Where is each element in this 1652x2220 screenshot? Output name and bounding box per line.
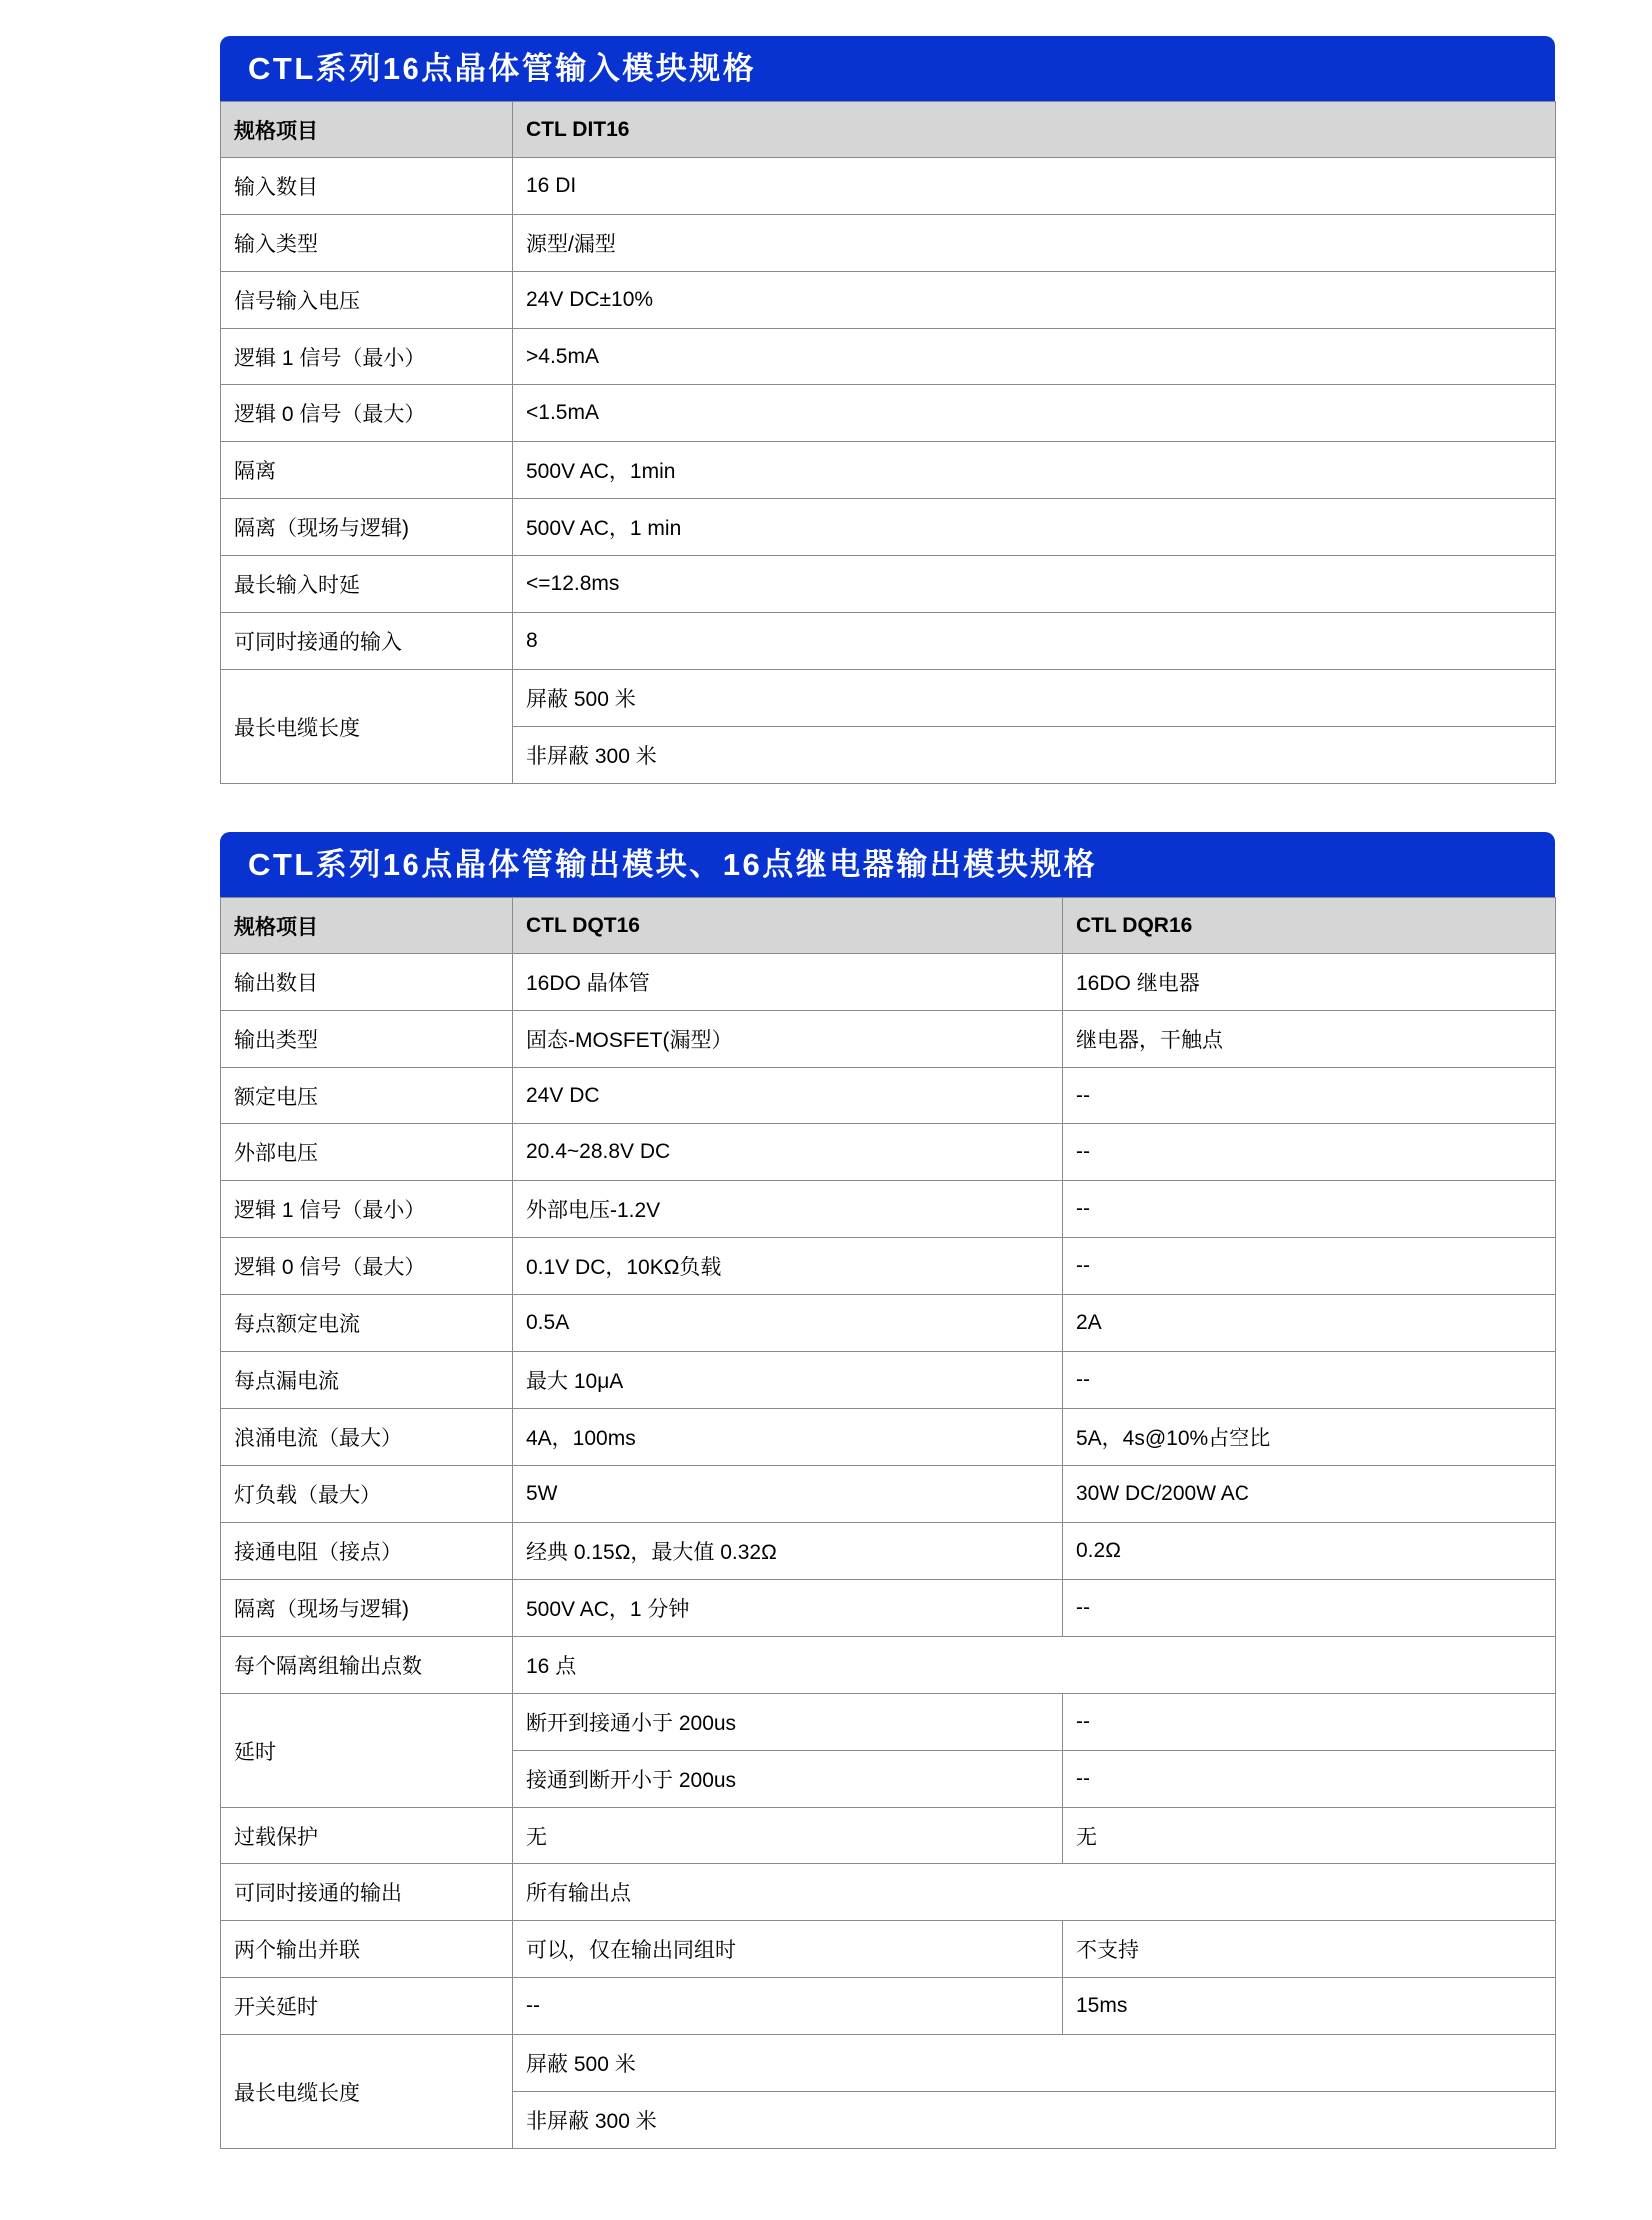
spec-value-dqr16: 30W DC/200W AC <box>1063 1466 1556 1523</box>
spec-label: 逻辑 1 信号（最小） <box>221 329 513 385</box>
spec-row <box>221 1124 1556 1181</box>
spec-label: 每点漏电流 <box>221 1352 513 1409</box>
output-module-spec-table <box>220 897 1556 2149</box>
spec-value-dqt16: 5W <box>513 1466 1063 1523</box>
column-header-model: CTL DIT16 <box>513 102 1556 158</box>
spec-value-dqr16: -- <box>1063 1181 1556 1238</box>
spec-value-dqt16: 24V DC <box>513 1068 1063 1124</box>
spec-row <box>221 1295 1556 1352</box>
spec-label: 过载保护 <box>221 1808 513 1864</box>
spec-value-dqt16: 20.4~28.8V DC <box>513 1124 1063 1181</box>
spec-row <box>221 1352 1556 1409</box>
spec-value: 8 <box>513 613 1556 670</box>
spec-value: <1.5mA <box>513 385 1556 442</box>
spec-value-dqr16: 2A <box>1063 1295 1556 1352</box>
column-header-spec-item: 规格项目 <box>221 102 513 158</box>
spec-row <box>221 1978 1556 2035</box>
spec-label: 输入类型 <box>221 215 513 272</box>
spec-value: <=12.8ms <box>513 556 1556 613</box>
spec-value-dqt16: 无 <box>513 1808 1063 1864</box>
spec-value-dqr16: 无 <box>1063 1808 1556 1864</box>
spec-value: 所有输出点 <box>513 1864 1556 1921</box>
spec-value: 非屏蔽 300 米 <box>513 2092 1556 2149</box>
input-module-title-bar: CTL系列16点晶体管输入模块规格 <box>220 36 1555 101</box>
spec-row <box>221 1181 1556 1238</box>
spec-row <box>221 1409 1556 1466</box>
spec-value-dqt16: 500V AC，1 分钟 <box>513 1580 1063 1637</box>
spec-value-dqr16: -- <box>1063 1694 1556 1751</box>
spec-value-dqr16: 0.2Ω <box>1063 1523 1556 1580</box>
output-module-spec-section <box>220 832 1555 2149</box>
spec-label: 最长输入时延 <box>221 556 513 613</box>
spec-label: 延时 <box>221 1694 513 1808</box>
input-module-spec-section <box>220 36 1555 784</box>
spec-value: 源型/漏型 <box>513 215 1556 272</box>
column-header-model-dqr16: CTL DQR16 <box>1063 898 1556 954</box>
spec-value-dqt16: 接通到断开小于 200us <box>513 1751 1063 1808</box>
spec-row <box>221 1068 1556 1124</box>
spec-label: 外部电压 <box>221 1124 513 1181</box>
spec-label: 最长电缆长度 <box>221 2035 513 2149</box>
spec-label: 每个隔离组输出点数 <box>221 1637 513 1694</box>
spec-sheet-page <box>0 36 1652 2220</box>
spec-value-dqt16: 固态-MOSFET(漏型） <box>513 1011 1063 1068</box>
spec-label: 最长电缆长度 <box>221 670 513 784</box>
spec-value: 屏蔽 500 米 <box>513 670 1556 727</box>
spec-value-dqr16: -- <box>1063 1352 1556 1409</box>
spec-row <box>221 556 1556 613</box>
spec-row <box>221 442 1556 499</box>
spec-label: 浪涌电流（最大） <box>221 1409 513 1466</box>
spec-row-cable-shielded <box>221 2035 1556 2092</box>
spec-label: 隔离（现场与逻辑) <box>221 1580 513 1637</box>
spec-row <box>221 1011 1556 1068</box>
spec-row <box>221 1466 1556 1523</box>
spec-row-isolation-group <box>221 1637 1556 1694</box>
spec-label: 输出数目 <box>221 954 513 1011</box>
spec-value-dqt16: 外部电压-1.2V <box>513 1181 1063 1238</box>
spec-value: 16 点 <box>513 1637 1556 1694</box>
spec-row <box>221 613 1556 670</box>
spec-row <box>221 1238 1556 1295</box>
spec-value-dqr16: 继电器，干触点 <box>1063 1011 1556 1068</box>
spec-value-dqr16: 不支持 <box>1063 1921 1556 1978</box>
spec-row <box>221 329 1556 385</box>
header-row <box>221 102 1556 158</box>
spec-label: 逻辑 0 信号（最大） <box>221 385 513 442</box>
spec-label: 每点额定电流 <box>221 1295 513 1352</box>
spec-row <box>221 385 1556 442</box>
spec-label: 可同时接通的输出 <box>221 1864 513 1921</box>
spec-value-dqr16: -- <box>1063 1238 1556 1295</box>
spec-value: >4.5mA <box>513 329 1556 385</box>
spec-label: 逻辑 1 信号（最小） <box>221 1181 513 1238</box>
spec-value-dqt16: 可以，仅在输出同组时 <box>513 1921 1063 1978</box>
spec-label: 信号输入电压 <box>221 272 513 329</box>
spec-value-dqt16: 最大 10μA <box>513 1352 1063 1409</box>
spec-value-dqr16: -- <box>1063 1068 1556 1124</box>
spec-label: 输出类型 <box>221 1011 513 1068</box>
spec-row <box>221 499 1556 556</box>
spec-label: 接通电阻（接点） <box>221 1523 513 1580</box>
column-header-spec-item: 规格项目 <box>221 898 513 954</box>
header-row <box>221 898 1556 954</box>
spec-label: 灯负载（最大） <box>221 1466 513 1523</box>
spec-value: 500V AC，1 min <box>513 499 1556 556</box>
spec-row <box>221 1921 1556 1978</box>
spec-row-cable-shielded <box>221 670 1556 727</box>
spec-label: 两个输出并联 <box>221 1921 513 1978</box>
spec-row <box>221 1523 1556 1580</box>
spec-value-dqt16: 0.1V DC，10KΩ负载 <box>513 1238 1063 1295</box>
spec-value-dqr16: -- <box>1063 1124 1556 1181</box>
spec-row <box>221 215 1556 272</box>
spec-value: 500V AC，1min <box>513 442 1556 499</box>
spec-value: 非屏蔽 300 米 <box>513 727 1556 784</box>
spec-value-dqt16: 经典 0.15Ω，最大值 0.32Ω <box>513 1523 1063 1580</box>
spec-row <box>221 272 1556 329</box>
spec-label: 输入数目 <box>221 158 513 215</box>
spec-value-dqt16: 16DO 晶体管 <box>513 954 1063 1011</box>
spec-value-dqt16: 4A，100ms <box>513 1409 1063 1466</box>
spec-label: 开关延时 <box>221 1978 513 2035</box>
spec-value-dqt16: 断开到接通小于 200us <box>513 1694 1063 1751</box>
spec-label: 逻辑 0 信号（最大） <box>221 1238 513 1295</box>
spec-value: 16 DI <box>513 158 1556 215</box>
spec-value-dqr16: 5A，4s@10%占空比 <box>1063 1409 1556 1466</box>
spec-value-dqr16: 15ms <box>1063 1978 1556 2035</box>
spec-value-dqt16: -- <box>513 1978 1063 2035</box>
spec-row <box>221 1580 1556 1637</box>
input-module-spec-table <box>220 101 1556 784</box>
spec-label: 隔离 <box>221 442 513 499</box>
spec-row-simultaneous-outputs <box>221 1864 1556 1921</box>
spec-value-dqr16: -- <box>1063 1580 1556 1637</box>
spec-row <box>221 1808 1556 1864</box>
spec-row-delay-off-to-on <box>221 1694 1556 1751</box>
spec-label: 可同时接通的输入 <box>221 613 513 670</box>
spec-row <box>221 954 1556 1011</box>
spec-row <box>221 158 1556 215</box>
spec-value-dqt16: 0.5A <box>513 1295 1063 1352</box>
spec-value: 24V DC±10% <box>513 272 1556 329</box>
spec-value-dqr16: 16DO 继电器 <box>1063 954 1556 1011</box>
output-module-title-bar: CTL系列16点晶体管输出模块、16点继电器输出模块规格 <box>220 832 1555 897</box>
spec-value-dqr16: -- <box>1063 1751 1556 1808</box>
spec-value: 屏蔽 500 米 <box>513 2035 1556 2092</box>
column-header-model-dqt16: CTL DQT16 <box>513 898 1063 954</box>
spec-label: 隔离（现场与逻辑) <box>221 499 513 556</box>
spec-label: 额定电压 <box>221 1068 513 1124</box>
